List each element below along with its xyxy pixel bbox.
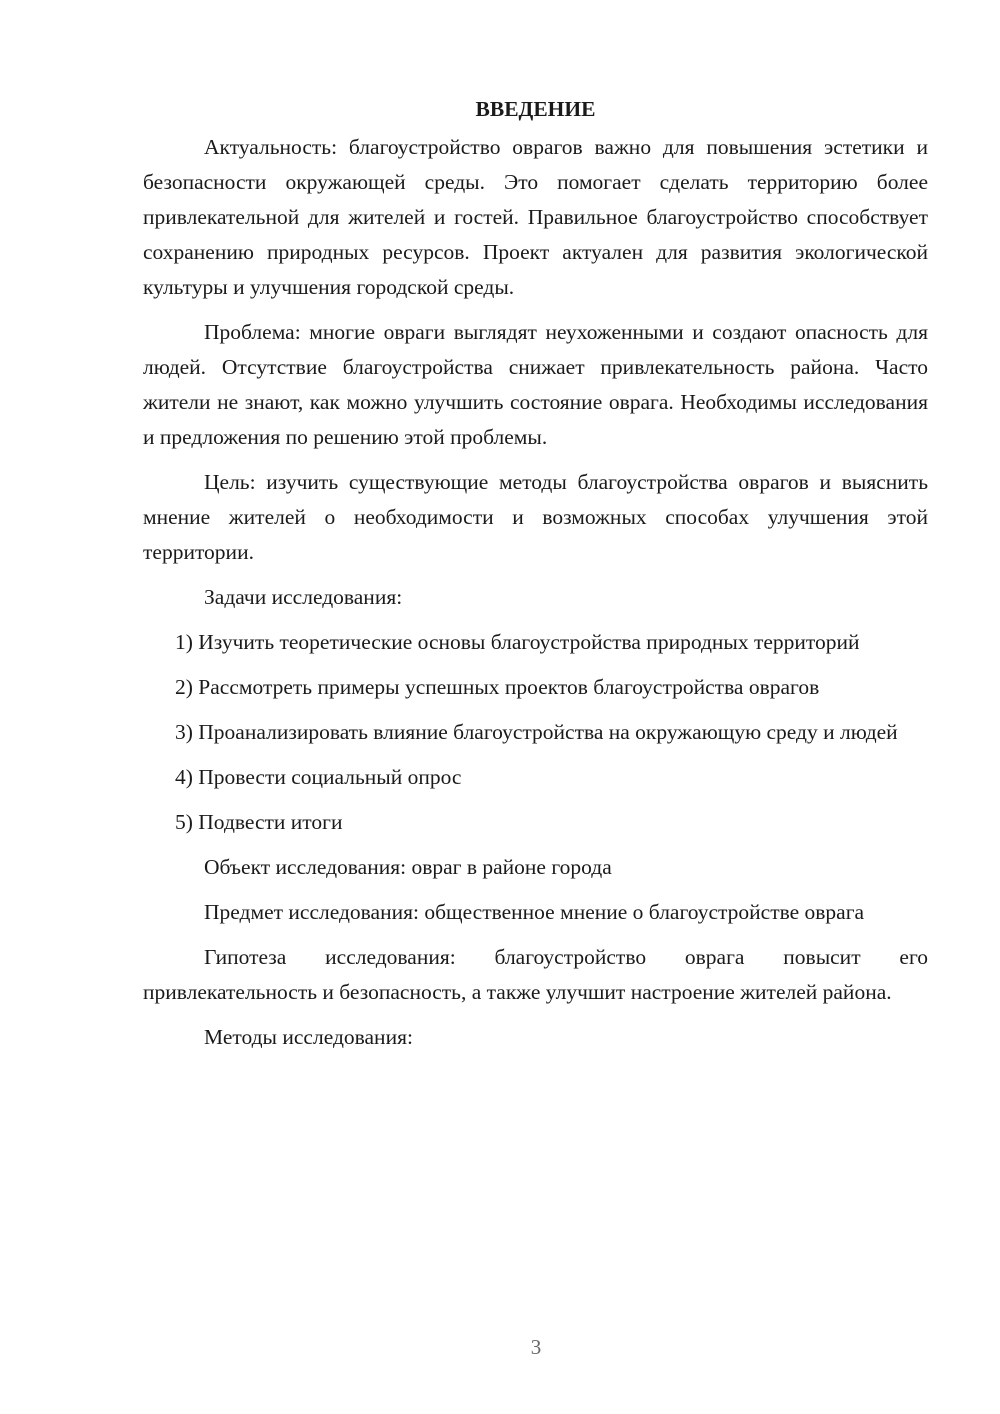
task-item-5: 5) Подвести итоги xyxy=(175,810,343,834)
hypothesis-paragraph: Гипотеза исследования: благоустройство оврага повысит его привлекательность и безопасность, а также улучшит настроение жителей района. xyxy=(143,945,928,1004)
goal-paragraph: Цель: изучить существующие методы благоустройства оврагов и выяснить мнение жителей о необходимости и возможных способах улучшения этой территории. xyxy=(143,470,928,564)
subject-paragraph: Предмет исследования: общественное мнение о благоустройстве оврага xyxy=(204,900,865,924)
page-title: ВВЕДЕНИЕ xyxy=(475,97,596,121)
document-page xyxy=(143,92,928,1065)
tasks-heading: Задачи исследования: xyxy=(204,585,403,609)
task-item-2: 2) Рассмотреть примеры успешных проектов благоустройства оврагов xyxy=(175,675,820,699)
methods-heading: Методы исследования: xyxy=(204,1025,413,1049)
task-item-4: 4) Провести социальный опрос xyxy=(175,765,462,789)
page-number: 3 xyxy=(530,1335,542,1359)
object-paragraph: Объект исследования: овраг в районе города xyxy=(204,855,612,879)
problem-paragraph: Проблема: многие овраги выглядят неухоженными и создают опасность для людей. Отсутствие благоустройства снижает привлекательность района. Часто жители не знают, как можно улучшить состояние оврага. Необходимы исследования и предложения по решению этой проблемы. xyxy=(143,320,928,449)
task-item-3: 3) Проанализировать влияние благоустройства на окружающую среду и людей xyxy=(175,720,898,744)
relevance-paragraph: Актуальность: благоустройство оврагов важно для повышения эстетики и безопасности окружающей среды. Это помогает сделать территорию более привлекательной для жителей и гостей. Правильное благоустройство способствует сохранению природных ресурсов. Проект актуален для развития экологической культуры и улучшения городской среды. xyxy=(143,135,928,299)
task-item-1: 1) Изучить теоретические основы благоустройства природных территорий xyxy=(175,630,860,654)
